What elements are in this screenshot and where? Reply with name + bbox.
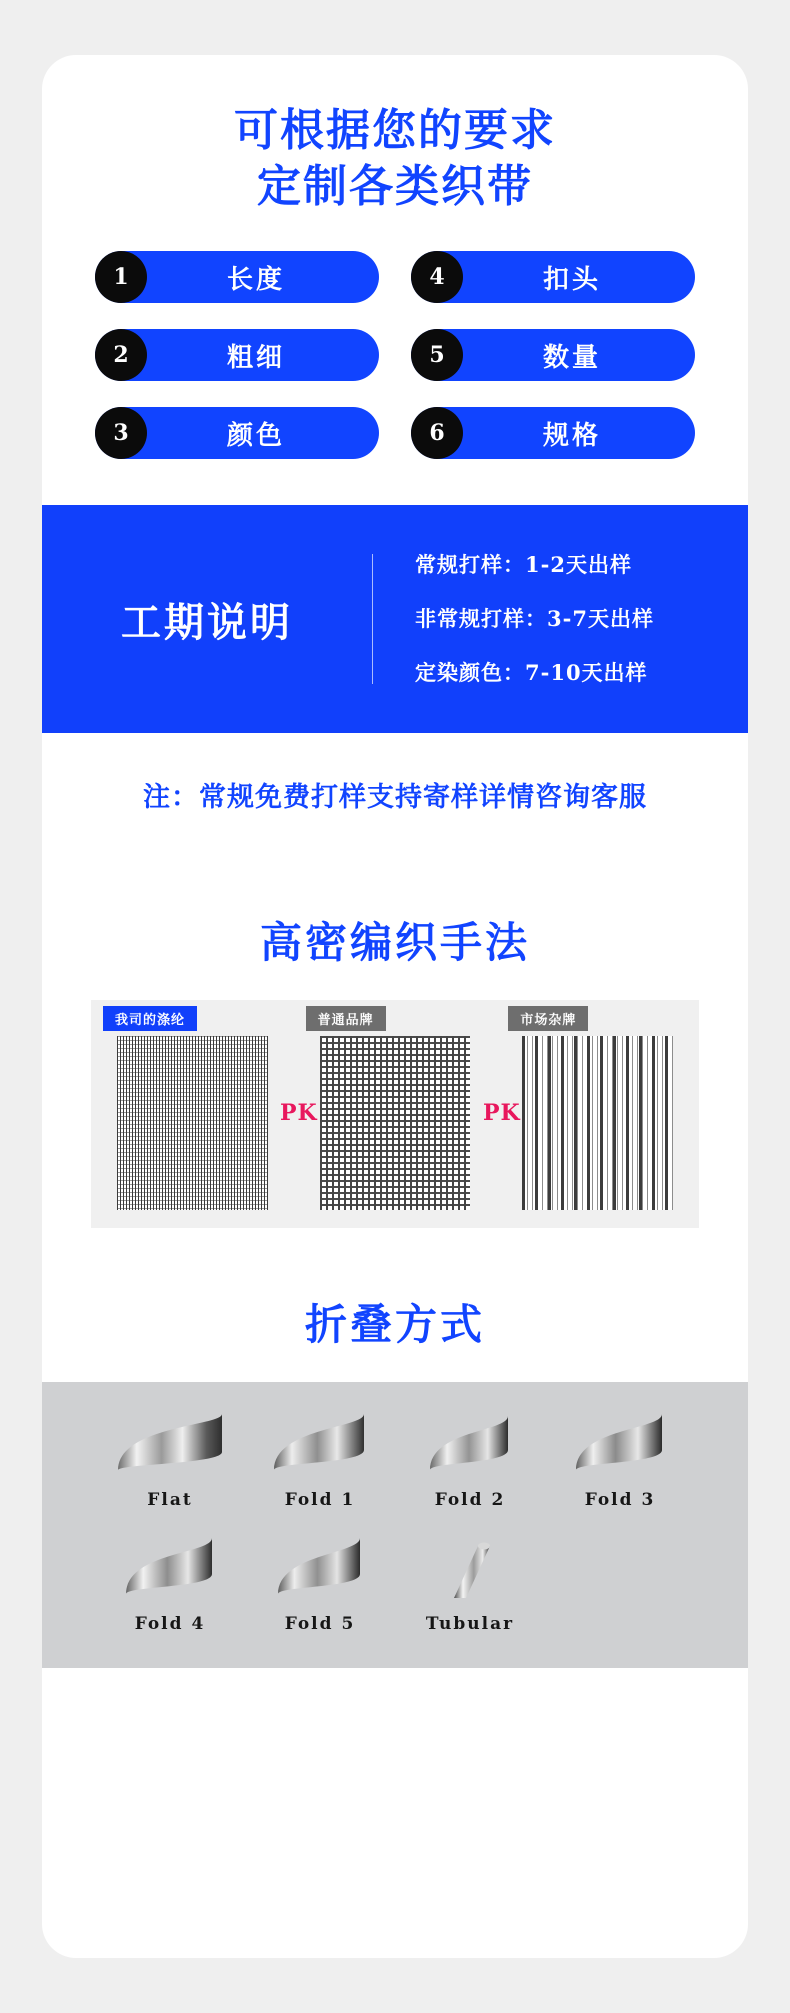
pk-label-2: PK <box>483 1100 521 1126</box>
fold-item-fold5 <box>245 1532 395 1634</box>
fold-caption: Tubular <box>425 1614 515 1634</box>
fold-methods-band <box>42 1382 748 1668</box>
option-item-3[interactable] <box>95 407 379 459</box>
fold-caption: Fold 1 <box>284 1490 356 1510</box>
fold-shape-fold5-icon <box>260 1532 380 1604</box>
lead-time-line: 常规打样：1-2天出样 <box>415 552 632 577</box>
weave-column-common <box>294 1000 497 1228</box>
fold-caption: Fold 3 <box>584 1490 656 1510</box>
option-label: 数量 <box>542 342 601 373</box>
weave-comparison <box>91 1000 699 1228</box>
fold-item-flat <box>95 1408 245 1510</box>
fold-row-1 <box>42 1408 748 1510</box>
option-label: 扣头 <box>542 264 601 295</box>
fold-shape-tubular-icon <box>410 1532 530 1604</box>
weave-column-label: 我司的涤纶 <box>103 1006 197 1031</box>
fold-heading: 折叠方式 <box>304 1300 485 1349</box>
fold-caption: Fold 4 <box>134 1614 206 1634</box>
option-item-5[interactable] <box>411 329 695 381</box>
sample-note: 注：常规免费打样支持寄样详情咨询客服 <box>143 782 647 813</box>
lead-time-line: 定染颜色：7-10天出样 <box>415 660 648 685</box>
fold-shape-fold3-icon <box>560 1408 680 1480</box>
option-number: 2 <box>95 329 147 381</box>
fold-item-fold3 <box>545 1408 695 1510</box>
weave-column-label: 普通品牌 <box>306 1006 386 1031</box>
option-item-1[interactable] <box>95 251 379 303</box>
option-number: 1 <box>95 251 147 303</box>
option-number: 3 <box>95 407 147 459</box>
lead-time-heading: 工期说明 <box>121 598 293 646</box>
pk-label-1: PK <box>280 1100 318 1126</box>
title-line-2: 定制各类织带 <box>257 161 533 212</box>
page-title <box>42 55 748 215</box>
fold-shape-flat-icon <box>110 1408 230 1480</box>
option-number: 4 <box>411 251 463 303</box>
option-item-6[interactable] <box>411 407 695 459</box>
lead-time-list <box>373 538 748 700</box>
fold-caption: Fold 2 <box>434 1490 506 1510</box>
custom-options-grid <box>95 251 695 459</box>
weave-swatch-dense <box>117 1036 268 1210</box>
option-label: 粗细 <box>226 342 285 373</box>
fold-row-2 <box>42 1532 748 1634</box>
option-label: 规格 <box>542 420 601 451</box>
weave-column-label: 市场杂牌 <box>508 1006 588 1031</box>
weave-column-generic <box>496 1000 699 1228</box>
weave-heading: 高密编织手法 <box>259 918 530 967</box>
fold-shape-fold2-icon <box>410 1408 530 1480</box>
weave-column-ours <box>91 1000 294 1228</box>
fold-item-fold1 <box>245 1408 395 1510</box>
content-card <box>42 55 748 1958</box>
option-item-4[interactable] <box>411 251 695 303</box>
fold-shape-fold1-icon <box>260 1408 380 1480</box>
lead-time-line: 非常规打样：3-7天出样 <box>415 606 654 631</box>
title-line-1: 可根据您的要求 <box>234 105 556 156</box>
option-number: 6 <box>411 407 463 459</box>
fold-item-tubular <box>395 1532 545 1634</box>
option-item-2[interactable] <box>95 329 379 381</box>
option-number: 5 <box>411 329 463 381</box>
option-label: 长度 <box>226 264 285 295</box>
fold-caption: Flat <box>147 1490 193 1510</box>
fold-caption: Fold 5 <box>284 1614 356 1634</box>
fold-item-fold2 <box>395 1408 545 1510</box>
option-label: 颜色 <box>226 420 285 451</box>
fold-shape-fold4-icon <box>110 1532 230 1604</box>
weave-swatch-mid <box>320 1036 471 1210</box>
weave-swatch-loose <box>522 1036 673 1210</box>
fold-item-fold4 <box>95 1532 245 1634</box>
lead-time-band <box>42 505 748 733</box>
